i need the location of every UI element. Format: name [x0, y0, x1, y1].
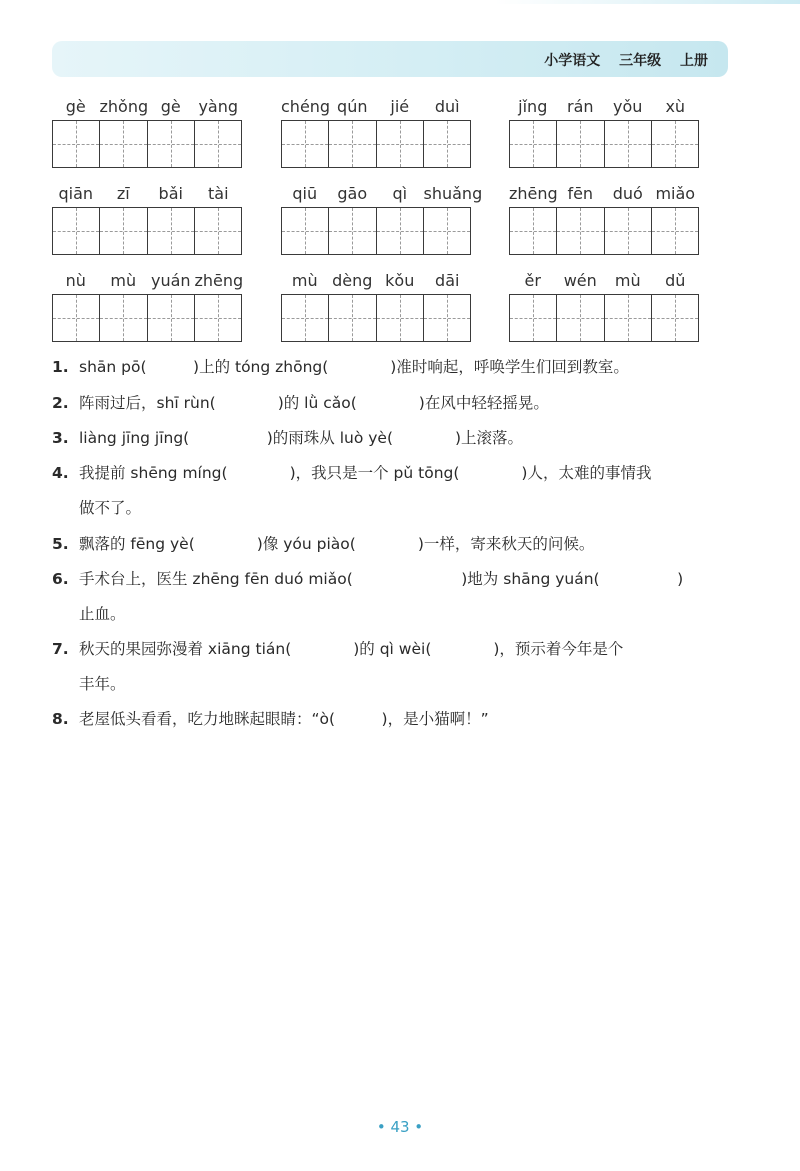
- pinyin-syllable: tài: [207, 184, 229, 203]
- writing-box[interactable]: [53, 208, 99, 254]
- pinyin-syllable: duì: [434, 97, 460, 116]
- pinyin-syllable: zī: [116, 184, 130, 203]
- pinyin-row: [509, 97, 699, 121]
- writing-box[interactable]: [194, 208, 241, 254]
- writing-box[interactable]: [510, 295, 556, 341]
- writing-box[interactable]: [423, 295, 470, 341]
- question-line: [52, 461, 742, 485]
- question-text: liàng jīng jīng( )的雨珠从 luò yè( )上滚落。: [79, 429, 524, 447]
- pinyin-syllable: qiān: [58, 184, 94, 203]
- pinyin-syllable: zhēng: [509, 184, 558, 203]
- writing-box[interactable]: [423, 121, 470, 167]
- writing-boxes: [52, 294, 242, 342]
- writing-box[interactable]: [556, 295, 603, 341]
- pinyin-syllable: jǐng: [518, 97, 548, 116]
- question-text: 手术台上，医生 zhēng fēn duó miǎo( )地为 shāng yuán( ): [79, 570, 684, 588]
- question-item: [52, 637, 742, 696]
- pinyin-syllable: ěr: [524, 271, 541, 290]
- pinyin-syllable: fēn: [567, 184, 594, 203]
- writing-box[interactable]: [147, 295, 194, 341]
- question-line: [52, 707, 742, 731]
- question-number: 8.: [52, 710, 69, 728]
- pinyin-syllable: yuán: [150, 271, 191, 290]
- question-number: 5.: [52, 535, 69, 553]
- writing-box[interactable]: [99, 295, 146, 341]
- pinyin-grid-group: [281, 184, 483, 208]
- pinyin-grid-group: [52, 184, 242, 208]
- pinyin-row: [52, 271, 242, 295]
- question-line: [52, 391, 742, 415]
- writing-box[interactable]: [282, 208, 328, 254]
- question-text: 止血。: [79, 605, 126, 623]
- question-item: [52, 532, 742, 556]
- writing-box[interactable]: [99, 121, 146, 167]
- pinyin-syllable: bǎi: [158, 184, 183, 203]
- pinyin-syllable: mù: [614, 271, 641, 290]
- question-text: 阵雨过后，shī rùn( )的 lǜ cǎo( )在风中轻轻摇晃。: [79, 394, 549, 412]
- writing-box[interactable]: [376, 295, 423, 341]
- writing-box[interactable]: [604, 121, 651, 167]
- page-number: • 43 •: [376, 1118, 424, 1136]
- pinyin-syllable: zhēng: [194, 271, 244, 290]
- question-text: 做不了。: [79, 499, 142, 517]
- writing-boxes: [509, 294, 699, 342]
- pinyin-syllable: gè: [160, 97, 181, 116]
- pinyin-syllable: gè: [65, 97, 86, 116]
- pinyin-syllable: xù: [665, 97, 686, 116]
- writing-box[interactable]: [510, 208, 556, 254]
- pinyin-grid-group: [52, 271, 242, 295]
- question-text: 老屋低头看看，吃力地眯起眼睛：“ò( )，是小猫啊！”: [79, 710, 489, 728]
- pinyin-syllable: duó: [612, 184, 643, 203]
- pinyin-syllable: dèng: [332, 271, 373, 290]
- question-line: [52, 532, 742, 556]
- writing-box[interactable]: [282, 121, 328, 167]
- question-text: 我提前 shēng míng( )，我只是一个 pǔ tōng( )人，太难的事情我: [79, 464, 652, 482]
- pinyin-syllable: miǎo: [655, 184, 696, 203]
- question-continuation: [52, 496, 742, 520]
- pinyin-grid-group: [509, 184, 699, 208]
- pinyin-syllable: qún: [337, 97, 368, 116]
- writing-boxes: [52, 207, 242, 255]
- writing-box[interactable]: [651, 295, 698, 341]
- question-item: [52, 426, 742, 450]
- question-continuation: [52, 672, 742, 696]
- pinyin-syllable: yàng: [198, 97, 239, 116]
- question-number: 3.: [52, 429, 69, 447]
- pinyin-row: [52, 97, 242, 121]
- question-text: 飘落的 fēng yè( )像 yóu piào( )一样，寄来秋天的问候。: [79, 535, 595, 553]
- question-line: [52, 567, 742, 591]
- writing-box[interactable]: [53, 121, 99, 167]
- question-number: 6.: [52, 570, 69, 588]
- pinyin-syllable: kǒu: [385, 271, 415, 290]
- pinyin-syllable: shuǎng: [423, 184, 483, 203]
- pinyin-row: [281, 271, 471, 295]
- writing-box[interactable]: [604, 208, 651, 254]
- pinyin-syllable: yǒu: [613, 97, 643, 116]
- pinyin-syllable: zhǒng: [99, 97, 149, 116]
- pinyin-syllable: qiū: [292, 184, 318, 203]
- writing-box[interactable]: [53, 295, 99, 341]
- header-subject: 小学语文: [544, 53, 601, 69]
- writing-boxes: [281, 120, 471, 168]
- writing-box[interactable]: [423, 208, 470, 254]
- question-number: 2.: [52, 394, 69, 412]
- question-line: [52, 426, 742, 450]
- writing-box[interactable]: [147, 208, 194, 254]
- writing-box[interactable]: [99, 208, 146, 254]
- writing-box[interactable]: [194, 295, 241, 341]
- question-text: 丰年。: [79, 675, 126, 693]
- pinyin-syllable: gāo: [337, 184, 368, 203]
- writing-box[interactable]: [604, 295, 651, 341]
- pinyin-row: [52, 184, 242, 208]
- question-item: [52, 707, 742, 731]
- writing-box[interactable]: [282, 295, 328, 341]
- writing-boxes: [509, 207, 699, 255]
- pinyin-row: [509, 271, 699, 295]
- question-item: [52, 461, 742, 520]
- pinyin-syllable: nù: [65, 271, 86, 290]
- writing-box[interactable]: [147, 121, 194, 167]
- writing-boxes: [509, 120, 699, 168]
- pinyin-grid-group: [509, 271, 699, 295]
- writing-boxes: [281, 207, 471, 255]
- question-item: [52, 567, 742, 626]
- writing-box[interactable]: [651, 121, 698, 167]
- pinyin-syllable: rán: [566, 97, 594, 116]
- top-decoration-strip: [495, 0, 800, 4]
- question-line: [52, 637, 742, 661]
- pinyin-grid-group: [509, 97, 699, 121]
- question-item: [52, 355, 742, 379]
- writing-box[interactable]: [194, 121, 241, 167]
- writing-box[interactable]: [376, 208, 423, 254]
- pinyin-syllable: mù: [291, 271, 318, 290]
- writing-box[interactable]: [328, 121, 375, 167]
- pinyin-row: [281, 184, 483, 208]
- writing-box[interactable]: [556, 121, 603, 167]
- writing-boxes: [281, 294, 471, 342]
- pinyin-syllable: wén: [563, 271, 597, 290]
- pinyin-row: [281, 97, 471, 121]
- writing-box[interactable]: [556, 208, 603, 254]
- question-text: 秋天的果园弥漫着 xiāng tián( )的 qì wèi( )，预示着今年是个: [79, 640, 624, 658]
- question-continuation: [52, 602, 742, 626]
- question-number: 7.: [52, 640, 69, 658]
- pinyin-syllable: mù: [110, 271, 137, 290]
- pinyin-row: [509, 184, 699, 208]
- writing-box[interactable]: [376, 121, 423, 167]
- pinyin-syllable: dāi: [435, 271, 460, 290]
- header-grade: 三年级: [619, 53, 662, 69]
- question-item: [52, 391, 742, 415]
- header-volume: 上册: [680, 53, 708, 69]
- writing-box[interactable]: [328, 208, 375, 254]
- pinyin-syllable: dǔ: [665, 271, 686, 290]
- question-line: [52, 355, 742, 379]
- writing-box[interactable]: [510, 121, 556, 167]
- writing-boxes: [52, 120, 242, 168]
- header-title: [544, 50, 708, 70]
- pinyin-grid-group: [52, 97, 242, 121]
- pinyin-grid-group: [281, 97, 471, 121]
- pinyin-grid-group: [281, 271, 471, 295]
- pinyin-syllable: chéng: [281, 97, 331, 116]
- writing-box[interactable]: [328, 295, 375, 341]
- page-header: [52, 41, 728, 77]
- pinyin-syllable: qì: [392, 184, 408, 203]
- question-number: 4.: [52, 464, 69, 482]
- question-number: 1.: [52, 358, 69, 376]
- pinyin-syllable: jié: [390, 97, 410, 116]
- writing-box[interactable]: [651, 208, 698, 254]
- question-text: shān pō( )上的 tóng zhōng( )准时响起，呼唤学生们回到教室。: [79, 358, 629, 376]
